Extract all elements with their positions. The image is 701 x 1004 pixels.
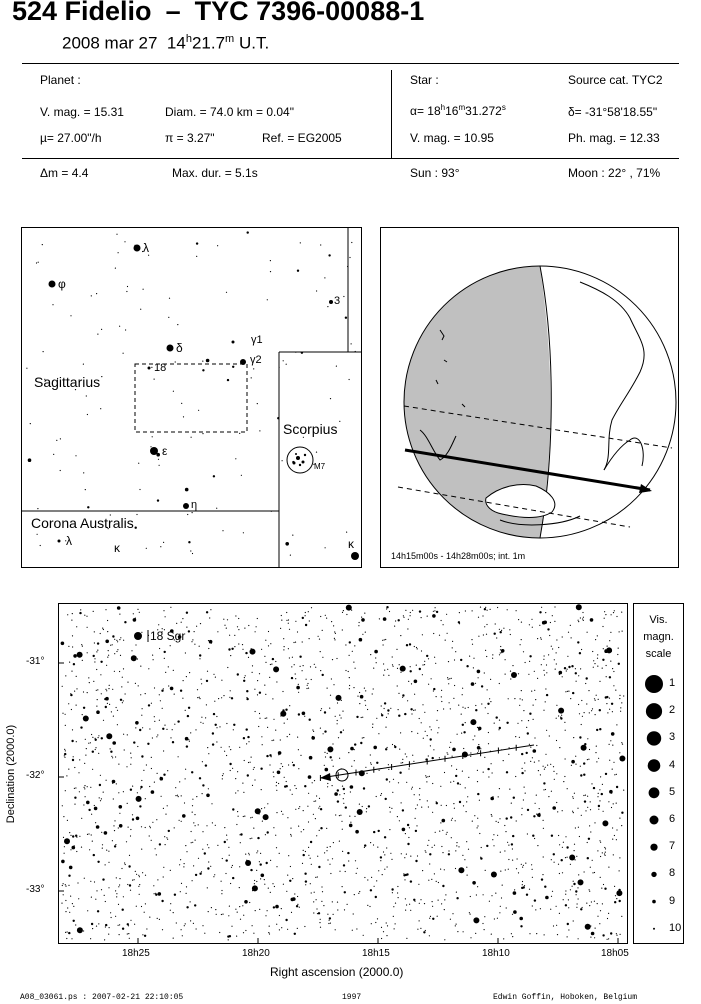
scale-title-line: Vis. — [649, 614, 668, 626]
max-duration: Max. dur. = 5.1s — [172, 166, 258, 180]
x-tick-18h10: 18h10 — [482, 948, 510, 959]
star-dec: δ= -31°58'18.55" — [568, 105, 658, 119]
planet-vmag: V. mag. = 15.31 — [40, 105, 124, 119]
label-18: 18 — [154, 362, 167, 374]
label-3: 3 — [334, 295, 341, 307]
label-epsilon: ε — [162, 444, 168, 458]
time-minutes: 21.7 — [191, 33, 226, 53]
scale-title-line: magn. — [643, 631, 674, 643]
y-tick-32: -32° — [26, 770, 45, 781]
planet-parallax: π = 3.27" — [165, 131, 215, 145]
ra-h-unit: h — [440, 103, 446, 112]
label-delta: δ — [176, 341, 183, 355]
star-id: TYC 7396-00088-1 — [194, 0, 425, 26]
ra-m-unit: m — [458, 103, 466, 112]
scale-dot — [648, 759, 661, 772]
scale-label: 7 — [669, 840, 676, 853]
scale-label: 10 — [669, 921, 682, 934]
label-eta: η — [191, 499, 198, 511]
constellation-corona-australis: Corona Australis — [31, 515, 134, 531]
footer-year: 1997 — [342, 993, 362, 1002]
label-kappa-sco: κ — [348, 537, 354, 551]
scale-dot — [652, 900, 656, 904]
star-vmag: V. mag. = 10.95 — [410, 131, 494, 145]
event-date: 2008 mar 27 — [62, 33, 158, 53]
label-gamma1: γ1 — [251, 334, 263, 346]
footer-file: A08_03061.ps : 2007-02-21 22:10:05 — [20, 993, 184, 1002]
scale-label: 5 — [669, 785, 676, 798]
time-scale: U.T. — [238, 33, 270, 53]
planet-diameter: Diam. = 74.0 km = 0.04" — [165, 105, 294, 119]
sun-elongation: Sun : 93° — [410, 166, 460, 180]
time-hours: 14 — [166, 33, 186, 53]
ra-seconds: 31.272 — [465, 104, 502, 118]
y-axis-label: Declination (2000.0) — [5, 724, 17, 824]
label-kappa-cra: κ — [114, 541, 120, 555]
scale-dot — [650, 816, 659, 825]
label-gamma2: γ2 — [250, 354, 262, 366]
ra-minutes: 16 — [445, 104, 459, 118]
y-tick-33: -33° — [26, 884, 45, 895]
delta-mag: Δm = 4.4 — [40, 166, 89, 180]
ra-s-unit: s — [501, 103, 506, 112]
footer-author: Edwin Goffin, Hoboken, Belgium — [493, 993, 638, 1002]
scale-dot — [653, 928, 655, 930]
title-separator: – — [165, 0, 181, 26]
scale-dot — [646, 703, 662, 719]
scale-label: 3 — [669, 731, 676, 744]
planet-heading: Planet : — [40, 73, 81, 87]
label-lambda-cra: λ — [66, 534, 72, 548]
scale-label: 6 — [669, 813, 676, 825]
scale-dot — [645, 675, 663, 693]
asteroid-name: 524 Fidelio — [12, 0, 152, 26]
scale-dot — [649, 787, 660, 798]
moon-info: Moon : 22° , 71% — [568, 166, 661, 180]
time-m-unit: m — [225, 33, 235, 45]
star-heading: Star : — [410, 73, 439, 87]
scale-label: 1 — [669, 677, 676, 689]
constellation-scorpius: Scorpius — [283, 421, 338, 437]
label-18-sgr: 18 Sgr — [150, 629, 186, 643]
scale-title-line: scale — [645, 648, 672, 660]
x-tick-18h05: 18h05 — [601, 948, 629, 959]
scale-label: 9 — [669, 894, 676, 907]
scale-dot — [647, 731, 661, 745]
scale-dot — [650, 844, 657, 851]
scale-dot — [651, 872, 656, 877]
constellation-sagittarius: Sagittarius — [34, 374, 101, 390]
x-tick-18h20: 18h20 — [242, 948, 270, 959]
ra-hours: α= 18 — [410, 104, 441, 118]
scale-label: 4 — [669, 758, 676, 771]
x-axis-label: Right ascension (2000.0) — [270, 965, 404, 979]
scale-label: 2 — [669, 704, 676, 717]
star-phmag: Ph. mag. = 12.33 — [568, 131, 660, 145]
scale-label: 8 — [669, 867, 676, 880]
time-h-unit: h — [185, 33, 192, 45]
globe-time-caption: 14h15m00s - 14h28m00s; int. 1m — [391, 551, 526, 561]
planet-reference: Ref. = EG2005 — [262, 131, 342, 145]
y-tick-31: -31° — [26, 656, 45, 667]
x-tick-18h15: 18h15 — [362, 948, 390, 959]
label-lambda: λ — [143, 241, 149, 255]
planet-motion: µ= 27.00"/h — [40, 131, 102, 145]
label-phi: φ — [58, 277, 66, 291]
label-m7: M7 — [314, 462, 326, 471]
source-catalog: Source cat. TYC2 — [568, 73, 663, 87]
x-tick-18h25: 18h25 — [122, 948, 150, 959]
